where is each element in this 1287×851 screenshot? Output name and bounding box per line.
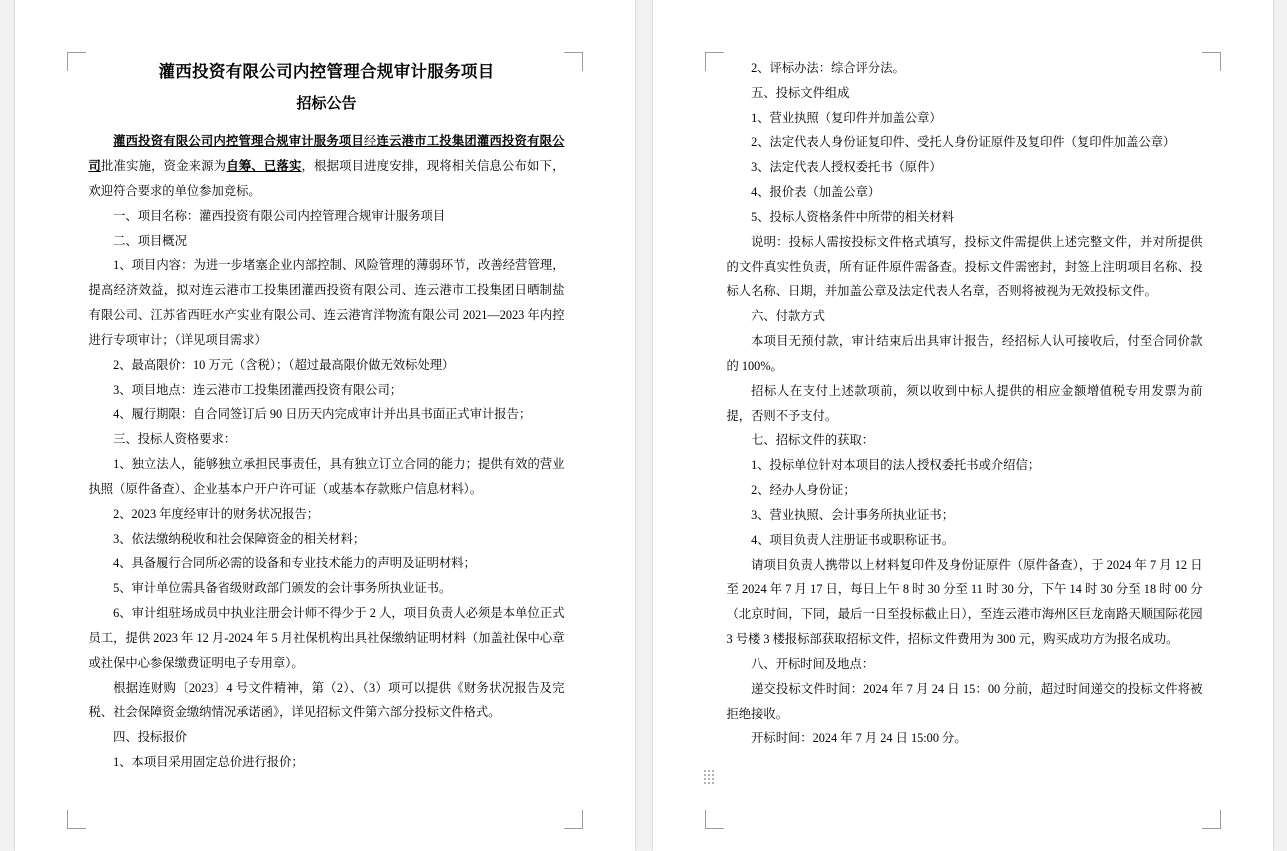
policy-note-pre: 根据连财购〔2023〕4 号文件精神，第（2）、（3）项可以提供《财务状况报告及完税、社会保障资金缴纳情况承诺函》，详见招标文件第六部分	[88, 680, 565, 720]
payment-paragraph-2: 招标人在支付上述款项前，须以收到中标人提供的相应金额增值税专用发票为前提，否则不予支付。	[726, 383, 1203, 423]
qualification-item-2: 2、2023 年度经审计的财务状况报告；	[113, 506, 320, 521]
section-bid-opening: 八、开标时间及地点：	[751, 656, 875, 671]
lead-seg-tail: ，根据项目进度安排，现将相关信息公布如下，欢迎符合要求的单位参加竞标。	[88, 159, 565, 198]
section-project-name: 一、项目名称：灌西投资有限公司内控管理合规审计服务项目	[113, 208, 446, 223]
section-document-acquisition: 七、招标文件的获取：	[751, 433, 875, 448]
document-page-2[interactable]	[653, 0, 1273, 851]
composition-item-1: 1、营业执照（复印件并加盖公章）	[751, 110, 942, 125]
page-title: 灌西投资有限公司内控管理合规审计服务项目	[158, 62, 495, 81]
lead-project-name: 灌西投资有限公司内控管理合规审计服务项目	[113, 134, 364, 149]
qualification-item-1: 1、独立法人，能够独立承担民事责任，具有独立订立合同的能力；提供有效的营业执照（原件备查）、企业基本户开户许可证（或基本存款账户信息材料）。	[88, 457, 565, 496]
lead-paragraph	[89, 129, 565, 203]
page-2-content	[653, 0, 1273, 851]
acquisition-item-4: 4、项目负责人注册证书或职称证书。	[751, 532, 954, 547]
item-max-price: 2、最高限价：10 万元（含税）；（超过最高限价做无效标处理）	[113, 357, 455, 372]
item-project-location: 3、项目地点：连云港市工投集团灌西投资有限公司；	[113, 382, 403, 397]
document-page-1[interactable]	[15, 0, 635, 851]
page-1-content	[15, 0, 635, 851]
acquisition-item-3: 3、营业执照、会计事务所执业证书；	[751, 507, 954, 522]
item-performance-period: 4、履行期限：自合同签订后 90 日历天内完成审计并出具书面正式审计报告；	[113, 407, 532, 422]
qualification-item-6: 6、审计组驻场成员中执业注册会计师不得少于 2 人，项目负责人必须是本单位正式员工，提供 2023 年 12 月-2024 年 5 月社保机构出具社保缴纳证明材料（加盖社保中心章或社保中心参保缴费证明电子专用章）。	[88, 606, 565, 670]
lead-funding-source: 自筹、已落实	[226, 159, 302, 174]
acquisition-details: 请项目负责人携带以上材料复印件及身份证原件（原件备查），于 2024 年 7 月 12 日至 2024 年 7 月 17 日，每日上午 8 时 30 分至 11 时 30 分，下午 14 时 30 分至 18 时 00 分（北京时间，下同，最后一日至投标截止日），至连云港市海州区巨龙南路天顺国际花园 3 号楼 3 楼报标部获取招标文件，招标文件费用为 300 元，购买成功方为报名成功。	[726, 557, 1203, 647]
composition-item-5: 5、投标人资格条件中所带的相关材料	[751, 209, 954, 224]
bid-opening-time: 开标时间：2024 年 7 月 24 日 15:00 分。	[751, 731, 967, 746]
policy-note-post: 投标文件格式。	[414, 705, 501, 720]
composition-item-3: 3、法定代表人授权委托书（原件）	[751, 160, 942, 175]
section-payment-method: 六、付款方式	[751, 309, 825, 324]
lead-seg-jing: 经	[364, 134, 377, 149]
quotation-item-1: 1、本项目采用固定总价进行报价；	[113, 755, 304, 770]
item-project-content: 1、项目内容：为进一步堵塞企业内部控制、风险管理的薄弱环节，改善经营管理，提高经济效益，拟对连云港市工投集团灌西投资有限公司、连云港市工投集团日晒制盐有限公司、江苏省西旺水产实业有限公司、连云港宵洋物流有限公司 2021—2023 年内控进行专项审计；（详见项目需求）	[88, 258, 565, 347]
composition-item-2: 2、法定代表人身份证复印件、受托人身份证原件及复印件（复印件加盖公章）	[751, 135, 1176, 150]
qualification-item-4: 4、具备履行合同所必需的设备和专业技术能力的声明及证明材料；	[113, 556, 476, 571]
section-bid-quotation: 四、投标报价	[113, 730, 187, 745]
section-bid-document-composition: 五、投标文件组成	[751, 85, 850, 100]
qualification-item-5: 5、审计单位需具备省级财政部门颁发的会计事务所执业证书。	[113, 581, 452, 596]
bid-submission-time: 递交投标文件时间：2024 年 7 月 24 日 15：00 分前，超过时间递交的投标文件将被拒绝接收。	[726, 681, 1203, 721]
acquisition-item-1: 1、投标单位针对本项目的法人授权委托书或介绍信；	[751, 458, 1041, 473]
lead-seg-approval: 批准实施，资金来源为	[101, 159, 227, 174]
item-evaluation-method: 2、评标办法：综合评分法。	[751, 61, 905, 75]
composition-note: 说明：投标人需按投标文件格式填写，投标文件需提供上述完整文件，并对所提供的文件真实性负责，所有证件原件需备查。投标文件需密封，封签上注明项目名称、投标人名称、日期，并加盖公章及法定代表人名章，否则将被视为无效投标文件。	[726, 234, 1203, 299]
section-bidder-qualification: 三、投标人资格要求：	[113, 432, 237, 447]
policy-note	[89, 676, 565, 726]
lead-approver: 连云港市工投集团灌西投资有限公司	[88, 134, 565, 174]
payment-paragraph-1: 本项目无预付款，审计结束后出具审计报告，经招标人认可接收后，付至合同价款的 100%。	[726, 334, 1203, 373]
qualification-item-3: 3、依法缴纳税收和社会保障资金的相关材料；	[113, 531, 366, 546]
page-subtitle: 招标公告	[296, 96, 357, 113]
section-project-overview: 二、项目概况	[113, 233, 187, 248]
acquisition-item-2: 2、经办人身份证；	[751, 483, 856, 498]
composition-item-4: 4、报价表（加盖公章）	[751, 185, 881, 200]
